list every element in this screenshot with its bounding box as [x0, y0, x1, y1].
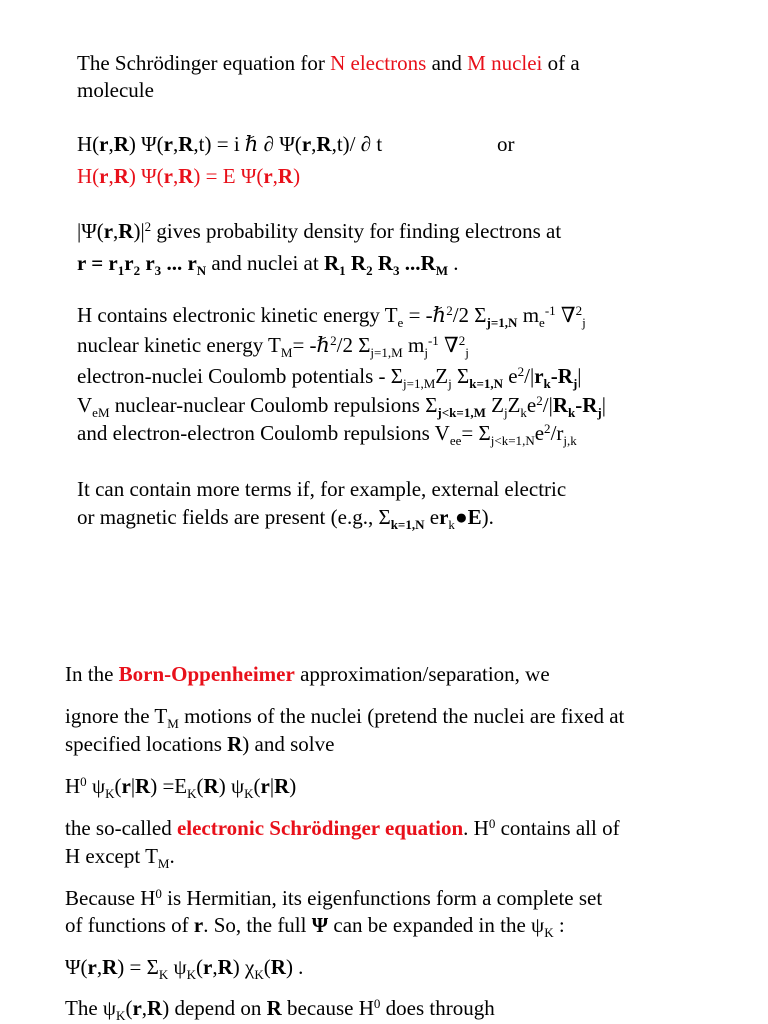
ex-end: . [169, 844, 175, 868]
sp-R: R [227, 732, 243, 756]
full-chi: ) χ [232, 955, 255, 979]
full-comma2: , [212, 955, 218, 979]
el-psi2: ) ψ [218, 774, 245, 798]
h5-sub-ee: ee [449, 432, 462, 448]
be1-sup0: 0 [155, 885, 162, 901]
eq1-comma2: , [172, 132, 179, 156]
dep-comma: , [141, 996, 148, 1020]
h3-text-c: Σ [451, 364, 470, 388]
pos-sub-3: 3 [154, 262, 162, 278]
intro-end: of a [542, 51, 580, 75]
more2-sub: k=1,N [390, 516, 425, 532]
psi-close: )| [133, 219, 145, 243]
h1-sub-e2: e [539, 314, 545, 330]
el-sub-K3: K [244, 785, 254, 801]
h4-V: V [77, 393, 93, 417]
h4-text-e: e [526, 393, 537, 417]
eq2-r3: r [263, 164, 273, 188]
h2-text-d: m [402, 333, 425, 357]
eq1-R: R [113, 132, 129, 156]
h5-text-c: e [534, 421, 545, 445]
h1-nabla: ∇ [555, 303, 576, 327]
because-line-2 [65, 913, 565, 940]
psi-r: r [103, 219, 114, 243]
dep-text: The ψ [65, 996, 117, 1020]
eq1-text: H( [77, 132, 100, 156]
dep-text-f: does through [380, 996, 495, 1020]
sp-text: specified locations [65, 732, 228, 756]
el-r2: r [260, 774, 270, 798]
h3-R: R [557, 364, 573, 388]
born-oppenheimer-highlight: Born-Oppenheimer [118, 662, 295, 686]
h2-sub-M: M [280, 344, 293, 360]
specified-line [65, 734, 334, 755]
el-R2: R [203, 774, 219, 798]
m-nuclei-highlight: M nuclei [467, 51, 543, 75]
el-sub-K: K [105, 785, 115, 801]
more2-e: e [424, 505, 440, 529]
h2-sub-j: j=1,M [370, 344, 403, 360]
h5-text-d: /r [550, 421, 564, 445]
eq1-R3: R [316, 132, 332, 156]
h4-R: R [552, 393, 568, 417]
pos-sub-2: 2 [133, 262, 141, 278]
h2-text-c: /2 Σ [336, 333, 371, 357]
more-terms-line-1: It can contain more terms if, for example, external electric [77, 477, 567, 501]
more2-sub-k: k [448, 516, 455, 532]
full-comma: , [96, 955, 103, 979]
h1-text-c: /2 Σ [452, 303, 487, 327]
h5-sup-2: 2 [544, 420, 551, 436]
h3-r: r [534, 364, 544, 388]
intro-line [77, 53, 580, 74]
full-end: ) . [285, 955, 304, 979]
h3-sub-k: k [543, 375, 551, 391]
more2-E: E [467, 505, 482, 529]
full-R: R [102, 955, 118, 979]
pos-r2: r [124, 251, 134, 275]
el-R: R [135, 774, 151, 798]
ex-sub: M [157, 855, 170, 871]
eq2-text: H( [77, 164, 100, 188]
pos-mid: and nuclei at [206, 251, 324, 275]
eq2-text-b: ) Ψ( [128, 164, 164, 188]
h1-text-b: = -ℏ [403, 303, 447, 327]
el-r: r [121, 774, 131, 798]
psi-open: |Ψ( [77, 219, 104, 243]
eq2-text-d: ) = E Ψ( [193, 164, 264, 188]
be1-text-b: is Hermitian, its eigenfunctions form a complete set [161, 886, 603, 910]
h1-sub-j: j=1,N [486, 314, 518, 330]
h2-sub-jb: j [465, 344, 469, 360]
h3-text-e: /| [524, 364, 535, 388]
h2-sup-2: 2 [330, 332, 337, 348]
dep-text-e: because H [281, 996, 374, 1020]
pos-sub-1: 1 [117, 262, 125, 278]
h4-dash: - [575, 393, 583, 417]
dep-text-d: ) depend on [162, 996, 267, 1020]
time-independent-equation [77, 166, 300, 187]
h3-sub-2: k=1,N [469, 375, 504, 391]
h5-text-b: = Σ [461, 421, 491, 445]
psi-comma: , [113, 219, 119, 243]
eq1-r: r [99, 132, 109, 156]
h5-sub-1: j<k=1,N [490, 432, 535, 448]
h5-sub-jk: j,k [563, 432, 577, 448]
or-label: or [497, 132, 515, 156]
depend-line [65, 995, 495, 1023]
eq1-text-b: ) Ψ( [128, 132, 164, 156]
be2-text: of functions of [65, 913, 194, 937]
full-psi: ψ [168, 955, 187, 979]
h4-sub-j2: j [597, 404, 602, 420]
sp-text-b: ) and solve [242, 732, 335, 756]
h2-nabla: ∇ [438, 333, 459, 357]
full-r2: r [203, 955, 213, 979]
h5-text: and electron-electron Coulomb repulsions V [77, 421, 450, 445]
eq1-text-e: ,t)/ ∂ t [331, 132, 383, 156]
full-sub1: K [158, 966, 169, 982]
pos-sub-M: M [435, 262, 448, 278]
except-line [65, 844, 175, 871]
more2-text: or magnetic fields are present (e.g., Σ [77, 505, 391, 529]
intro-text: The Schrödinger equation for [77, 51, 331, 75]
full-Psi: Ψ( [65, 955, 88, 979]
el-psi: ψ [86, 774, 106, 798]
eq1-comma: , [108, 132, 114, 156]
pos-R2: R [345, 251, 367, 275]
positions-line [77, 251, 459, 278]
h3-sup-2: 2 [517, 363, 525, 379]
h2-text-b: = -ℏ [292, 333, 331, 357]
hamiltonian-line-1 [77, 302, 586, 330]
h1-sup-2b: 2 [575, 302, 583, 318]
full-open: ( [196, 955, 204, 979]
ignore-line [65, 704, 625, 731]
pos-sub-N: N [196, 262, 207, 278]
el-sup0: 0 [80, 773, 87, 789]
h4-sub-1: j<k=1,M [437, 404, 486, 420]
h4-R2: R [582, 393, 598, 417]
more2-r: r [439, 505, 449, 529]
ig-text-b: motions of the nuclei (pretend the nuclei are fixed at [178, 704, 625, 728]
eq1-comma3: , [311, 132, 317, 156]
psi-R: R [118, 219, 134, 243]
h2-text: nuclear kinetic energy T [77, 333, 281, 357]
ex-text: H except T [65, 844, 158, 868]
el-bar: | [130, 774, 136, 798]
eq2-comma3: , [272, 164, 278, 188]
so-text-b: . H [463, 816, 489, 840]
dep-sup0: 0 [373, 995, 381, 1011]
eq2-text-e: ) [293, 164, 301, 188]
h1-sup-2: 2 [446, 302, 453, 318]
intro-and: and [426, 51, 468, 75]
h4-text-c: Z [485, 393, 504, 417]
dot-icon: ● [454, 505, 468, 529]
pos-r: r = r [77, 251, 118, 275]
be2-text-b: . So, the full [203, 913, 312, 937]
h3-text-d: e [503, 364, 518, 388]
pos-Rdots: ...R [399, 251, 436, 275]
h3-sub-j2: j [572, 375, 578, 391]
full-R3: R [270, 955, 286, 979]
el-open: ( [114, 774, 122, 798]
be2-r: r [193, 913, 204, 937]
full-R2: R [217, 955, 233, 979]
h1-sup-m1: -1 [544, 302, 556, 318]
h4-text-f: /| [542, 393, 553, 417]
h4-bar: | [601, 393, 606, 417]
h3-dash: - [550, 364, 558, 388]
full-open2: ( [263, 955, 271, 979]
h4-sub-eM: eM [92, 404, 110, 420]
dep-R2: R [266, 996, 282, 1020]
electronic-schrodinger-highlight: electronic Schrödinger equation [176, 816, 464, 840]
n-electrons-highlight: N electrons [330, 51, 427, 75]
time-dependent-equation [77, 134, 382, 155]
more2-end: ). [481, 505, 494, 529]
pos-R1: R [323, 251, 340, 275]
h2-sup-m1: -1 [427, 332, 439, 348]
h4-sub-k2: k [567, 404, 576, 420]
hamiltonian-line-4 [77, 392, 606, 420]
el-open2: ( [196, 774, 204, 798]
eq2-r2: r [163, 164, 173, 188]
eq2-R3: R [277, 164, 294, 188]
ig-text: ignore the T [65, 704, 168, 728]
el-open3: ( [253, 774, 261, 798]
full-sub3: K [254, 966, 264, 982]
dep-R: R [147, 996, 163, 1020]
bo-text-b: approximation/separation, we [294, 662, 550, 686]
so-text-c: contains all of [495, 816, 620, 840]
eq2-R: R [113, 164, 129, 188]
so-text: the so-called [65, 816, 177, 840]
h3-text-b: Z [435, 364, 449, 388]
h3-bar: | [577, 364, 582, 388]
el-H: H [65, 774, 81, 798]
h1-text-d: m [517, 303, 540, 327]
be1-text: Because H [65, 886, 156, 910]
h2-sup-2b: 2 [458, 332, 466, 348]
be2-text-c: can be expanded in the ψ [328, 913, 545, 937]
pos-sub-R3: 3 [393, 262, 400, 278]
more-terms-line-2 [77, 505, 494, 532]
h4-text-b: nuclear-nuclear Coulomb repulsions Σ [109, 393, 438, 417]
el-eq: ) =E [150, 774, 188, 798]
be2-end: : [553, 913, 565, 937]
h1-text: H contains electronic kinetic energy T [77, 303, 398, 327]
psi-text: gives probability density for finding electrons at [151, 219, 562, 243]
hamiltonian-line-5 [77, 420, 577, 448]
el-close: ) [289, 774, 297, 798]
ig-sub: M [167, 715, 179, 731]
full-r: r [87, 955, 97, 979]
electronic-equation [65, 773, 297, 801]
eq1-text-d: ,t) = i ℏ ∂ Ψ( [193, 132, 302, 156]
full-sub2: K [186, 966, 197, 982]
pos-end: . [448, 251, 459, 275]
hamiltonian-line-3 [77, 363, 582, 391]
eq2-r: r [99, 164, 109, 188]
h4-text-d: Z [507, 393, 521, 417]
because-line-1 [65, 885, 603, 910]
h4-sub-k: k [520, 404, 527, 420]
so-called-line [65, 815, 620, 840]
pos-sub-R1: 1 [339, 262, 346, 278]
intro-line-2: molecule [77, 78, 154, 102]
h3-sub-1: j=1,M [402, 375, 436, 391]
born-oppenheimer-line [65, 664, 550, 685]
pos-dots: ... r [161, 251, 197, 275]
eq1-r2: r [163, 132, 173, 156]
h3-text: electron-nuclei Coulomb potentials - Σ [77, 364, 403, 388]
full-sum: ) = Σ [117, 955, 159, 979]
h4-sup-2: 2 [536, 392, 543, 408]
bo-text: In the [65, 662, 119, 686]
eq1-r3: r [301, 132, 312, 156]
so-sup0: 0 [488, 815, 496, 831]
h3-sub-j: j [448, 375, 452, 391]
el-bar2: | [269, 774, 275, 798]
eq2-R2: R [178, 164, 194, 188]
eq2-comma2: , [172, 164, 179, 188]
el-R3: R [274, 774, 290, 798]
pos-sub-R2: 2 [366, 262, 373, 278]
h4-sub-j: j [503, 404, 508, 420]
hamiltonian-line-2 [77, 332, 469, 360]
h1-sub-jb: j [582, 314, 586, 330]
dep-r: r [132, 996, 142, 1020]
el-sub-K2: K [187, 785, 197, 801]
pos-r3: r [140, 251, 155, 275]
eq2-comma: , [108, 164, 114, 188]
psi-square: 2 [144, 218, 152, 234]
dep-open: ( [125, 996, 133, 1020]
h2-sub-j2: j [424, 344, 428, 360]
eq1-R2: R [178, 132, 194, 156]
pos-R3: R [372, 251, 394, 275]
dep-sub: K [116, 1007, 126, 1023]
expansion-equation [65, 955, 304, 982]
h1-sub-e: e [397, 314, 404, 330]
be2-sub: K [544, 924, 554, 940]
be2-Psi: Ψ [311, 913, 329, 937]
probability-line [77, 218, 562, 243]
